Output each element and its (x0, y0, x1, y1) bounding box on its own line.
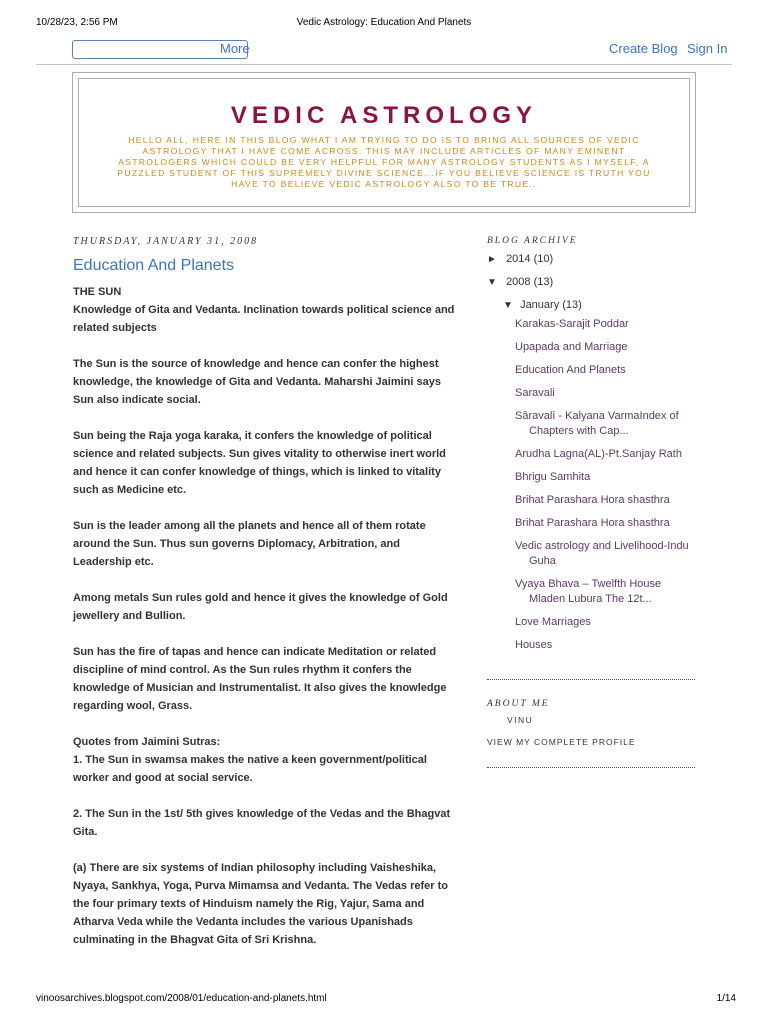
blog-header-inner-frame (78, 78, 690, 207)
archive-post-link[interactable]: Brihat Parashara Hora shasthra (515, 494, 670, 506)
post-paragraph: Among metals Sun rules gold and hence it gives the knowledge of Gold jewellery and Bullion. (73, 592, 448, 622)
archive-post-link[interactable]: Vedic astrology and Livelihood-Indu Guha (515, 540, 689, 567)
post-date: THURSDAY, JANUARY 31, 2008 (73, 236, 259, 247)
archive-year-label[interactable]: 2014 (506, 253, 531, 265)
archive-post-link[interactable]: Bhrigu Samhita (515, 471, 591, 483)
archive-post-link[interactable]: Brihat Parashara Hora shasthra (515, 517, 670, 529)
post-paragraph: Sun is the leader among all the planets and hence all of them rotate around the Sun. Thus sun governs Diplomacy, Arbitration, and Leadership etc. (73, 520, 426, 568)
post-paragraph: The Sun is the source of knowledge and hence can confer the highest knowledge, the knowledge of Gita and Vedanta. Maharshi Jaimini says Sun also indicate social. (73, 358, 441, 406)
post-paragraph: Quotes from Jaimini Sutras: 1. The Sun in swamsa makes the native a keen government/political worker and good at social service. (73, 736, 427, 784)
post-paragraph: Knowledge of Gita and Vedanta. Inclination towards political science and related subjects (73, 304, 455, 334)
main-column (73, 236, 458, 967)
archive-post-list (487, 317, 697, 653)
profile-name: VINU (507, 715, 534, 725)
print-datetime: 10/28/23, 2:56 PM (36, 17, 118, 28)
blog-title[interactable]: VEDIC ASTROLOGY (230, 102, 538, 129)
archive-post-link[interactable]: Sâravalī - Kalyana VarmaIndex of Chapters with Cap... (515, 410, 679, 437)
post-section-heading: THE SUN (73, 286, 122, 298)
post-title[interactable]: Education And Planets (73, 257, 235, 274)
archive-post-link[interactable]: Love Marriages (515, 616, 591, 628)
post-paragraph: (a) There are six systems of Indian philosophy including Vaisheshika, Nyaya, Sankhya, Yoga, Purva Mimamsa and Vedanta. The Vedas refer to the four primary texts of Hinduism namely the Rig, Yajur, Sama and Atharva Veda while the Vedanta includes the various Upanishads culminating in the Bhagvat Gita of Sri Krishna. (73, 862, 448, 946)
archive-year-2014[interactable] (487, 253, 697, 276)
create-blog-link[interactable]: Create Blog (609, 41, 678, 56)
post-body (73, 283, 458, 949)
expanded-arrow-icon[interactable]: ▼ (487, 277, 497, 288)
post-paragraph: Sun has the fire of tapas and hence can indicate Meditation or related discipline of mind control. As the Sun rules rhythm it confers the knowledge of Musician and Instrumentalist. It also gives the knowledge regarding wool, Grass. (73, 646, 447, 712)
blog-archive-heading: BLOG ARCHIVE (487, 236, 578, 246)
archive-year-2008[interactable] (487, 276, 697, 299)
archive-post-link[interactable]: Karakas-Sarajit Poddar (515, 318, 629, 330)
archive-post-link[interactable]: Education And Planets (515, 364, 626, 376)
archive-post-link[interactable]: Upapada and Marriage (515, 341, 628, 353)
sidebar (487, 236, 697, 768)
post-paragraph: Sun being the Raja yoga karaka, it confers the knowledge of political science and related subjects. Sun gives vitality to otherwise inert world and hence it can confer knowledge of things, which is linked to vitality such as Medicine etc. (73, 430, 446, 496)
archive-post-link[interactable]: Vyaya Bhava – Twelfth House Mladen Lubura The 12t... (515, 578, 662, 605)
archive-month-count: (13) (562, 299, 582, 311)
print-page-number: 1/14 (716, 993, 736, 1004)
archive-post-link[interactable]: Saravali (515, 387, 555, 399)
sign-in-link[interactable]: Sign In (687, 41, 728, 56)
archive-year-count: (10) (533, 253, 554, 265)
blog-description: HELLO ALL, HERE IN THIS BLOG WHAT I AM TRYING TO DO IS TO BRING ALL SOURCES OF VEDIC ASTROLOGY THAT I HAVE COME ACROSS. THIS MAY INCLUDE ARTICLES OF MANY EMINENT ASTROLOGERS WHICH COULD BE VERY HELPFUL FOR MANY ASTROLOGY STUDENTS AS I MYSELF, A PUZZLED STUDENT OF THIS SUPREMELY DIVINE SCIENCE...IF YOU BELIEVE SCIENCE IS TRUTH YOU HAVE TO BELIEVE VEDIC ASTROLOGY ALSO TO BE TRUE.. (117, 135, 651, 189)
archive-post-link[interactable]: Arudha Lagna(AL)-Pt.Sanjay Rath (515, 448, 682, 460)
sidebar-divider (487, 679, 695, 680)
about-me-heading: ABOUT ME (487, 699, 550, 709)
collapsed-arrow-icon[interactable]: ► (487, 254, 497, 265)
archive-month-label[interactable]: January (520, 299, 560, 311)
archive-year-label[interactable]: 2008 (506, 276, 531, 288)
print-page-title: Vedic Astrology: Education And Planets (296, 17, 472, 28)
archive-month-january[interactable] (503, 299, 697, 317)
blogger-navbar (36, 36, 732, 65)
expanded-arrow-icon[interactable]: ▼ (503, 300, 513, 311)
archive-year-count: (13) (533, 276, 554, 288)
sidebar-divider (487, 767, 695, 768)
more-link[interactable]: More (220, 41, 250, 56)
view-profile-link[interactable]: VIEW MY COMPLETE PROFILE (487, 737, 636, 747)
archive-post-link[interactable]: Houses (515, 639, 553, 651)
print-url: vinoosarchives.blogspot.com/2008/01/education-and-planets.html (36, 993, 327, 1004)
post-paragraph: 2. The Sun in the 1st/ 5th gives knowledge of the Vedas and the Bhagvat Gita. (73, 808, 451, 838)
blog-header (72, 72, 696, 213)
